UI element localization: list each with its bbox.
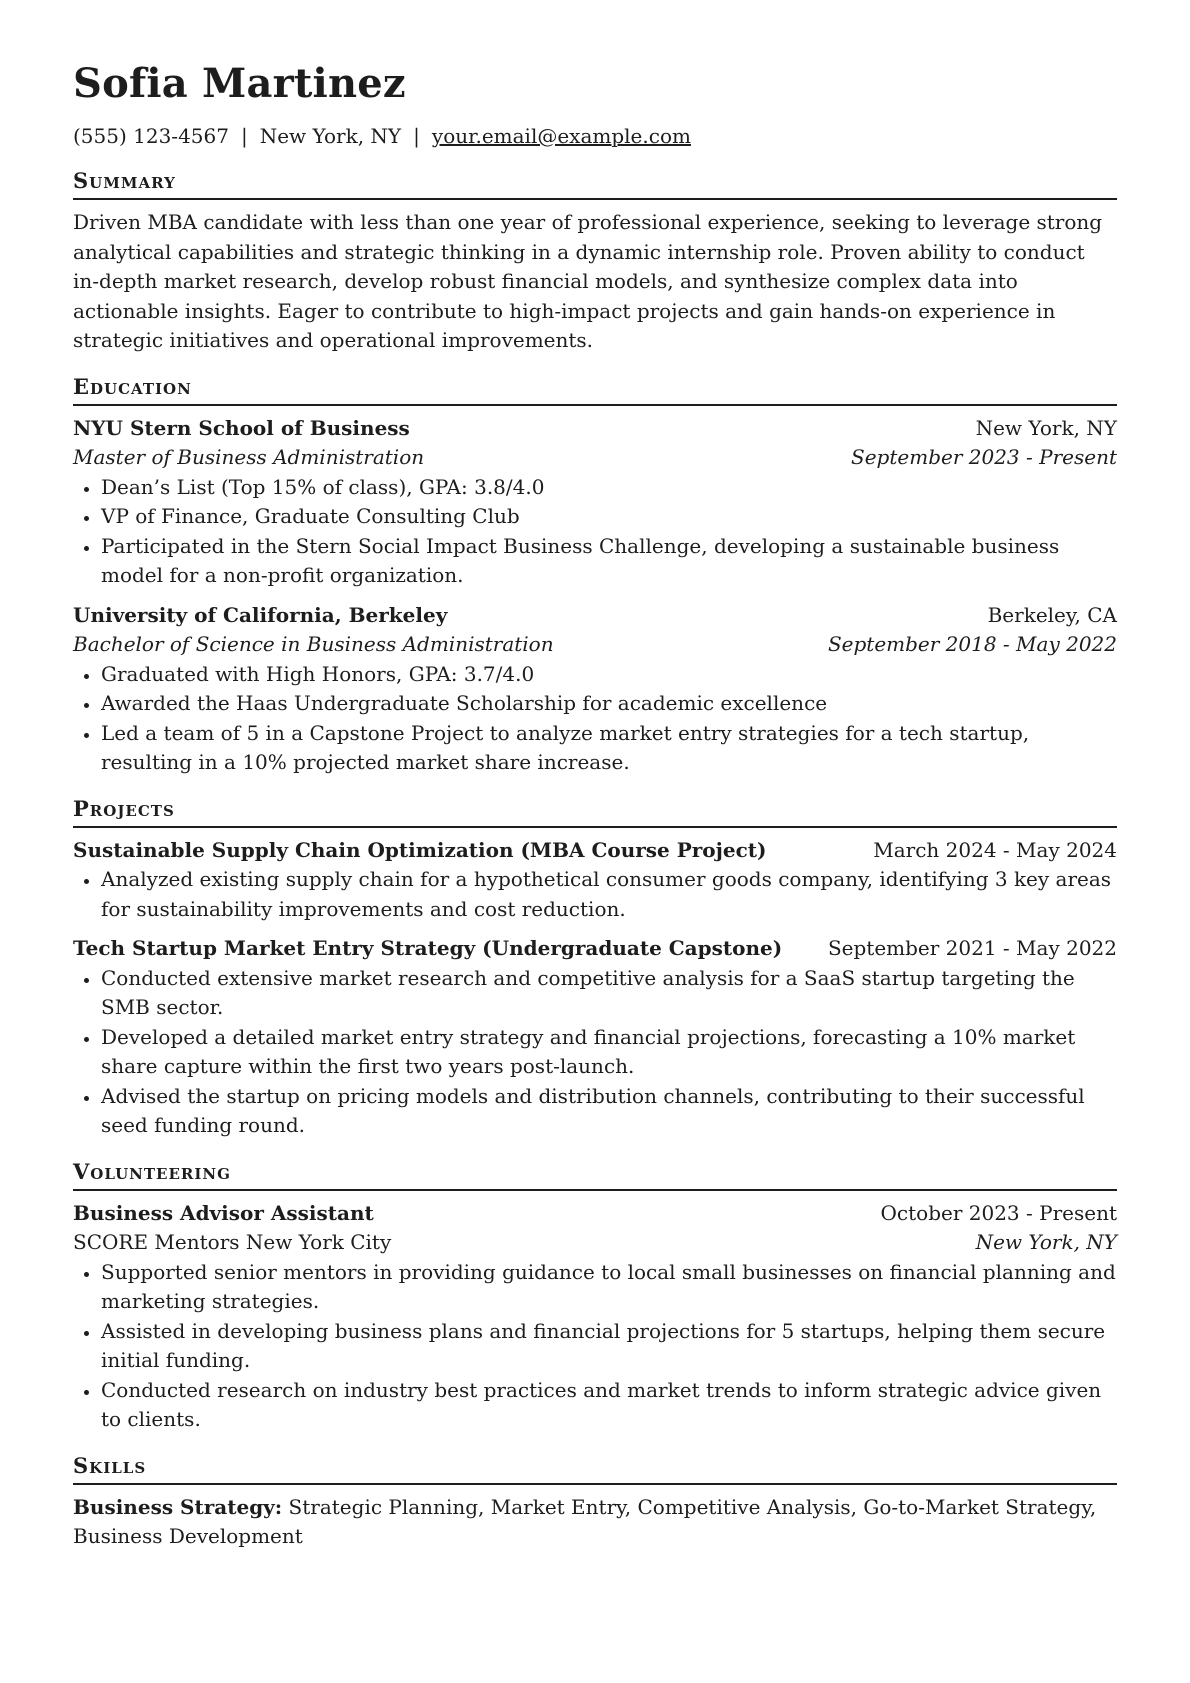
phone-number: (555) 123-4567 xyxy=(73,124,229,148)
bullet-item: • Analyzed existing supply chain for a hypothetical consumer goods company, identifying 3 key areas for sustainability improvements and cost reduction. xyxy=(101,865,1117,924)
bullet-item: • Advised the startup on pricing models and distribution channels, contributing to their successful seed funding round. xyxy=(101,1082,1117,1141)
bullet-item: • Participated in the Stern Social Impact Business Challenge, developing a sustainable business model for a non-profit organization. xyxy=(101,532,1117,591)
section-title-volunteering: Volunteering xyxy=(73,1157,1117,1191)
bullet-item: • Dean’s List (Top 15% of class), GPA: 3.8/4.0 xyxy=(101,473,1117,503)
school-location: New York, NY xyxy=(975,415,1117,440)
volunteer-organization: SCORE Mentors New York City xyxy=(73,1230,392,1254)
education-entry xyxy=(73,601,1117,778)
contact-separator: | xyxy=(413,124,420,148)
volunteer-role: Business Advisor Assistant xyxy=(73,1200,374,1225)
education-dates: September 2018 - May 2022 xyxy=(827,632,1117,656)
projects-section xyxy=(73,794,1117,1141)
section-title-skills: Skills xyxy=(73,1451,1117,1485)
bullet-item: • Graduated with High Honors, GPA: 3.7/4.0 xyxy=(101,660,1117,690)
skills-line xyxy=(73,1493,1117,1552)
bullet-item: • VP of Finance, Graduate Consulting Club xyxy=(101,502,1117,532)
degree-name: Bachelor of Science in Business Administration xyxy=(73,632,554,656)
bullet-list xyxy=(73,1258,1117,1435)
volunteering-section xyxy=(73,1157,1117,1435)
email-link[interactable]: your.email@example.com xyxy=(431,124,691,148)
school-name: NYU Stern School of Business xyxy=(73,415,410,440)
volunteering-entry xyxy=(73,1199,1117,1435)
bullet-list xyxy=(73,964,1117,1141)
project-entry xyxy=(73,934,1117,1141)
contact-separator: | xyxy=(240,124,248,148)
education-entry xyxy=(73,414,1117,591)
contact-line xyxy=(73,122,1117,150)
location-text: New York, NY xyxy=(259,124,402,148)
section-title-summary: Summary xyxy=(73,166,1117,200)
school-location: Berkeley, CA xyxy=(987,602,1117,627)
project-entry xyxy=(73,836,1117,925)
project-dates: March 2024 - May 2024 xyxy=(873,837,1117,862)
bullet-item: • Supported senior mentors in providing guidance to local small businesses on financial planning and marketing strategies. xyxy=(101,1258,1117,1317)
skills-items: Strategic Planning, Market Entry, Competitive Analysis, Go-to-Market Strategy, Business Development xyxy=(73,1494,1097,1548)
candidate-name: Sofia Martinez xyxy=(73,60,406,107)
bullet-item: • Developed a detailed market entry strategy and financial projections, forecasting a 10% market share capture within the first two years post-launch. xyxy=(101,1023,1117,1082)
bullet-item: • Conducted research on industry best practices and market trends to inform strategic advice given to clients. xyxy=(101,1376,1117,1435)
project-dates: September 2021 - May 2022 xyxy=(827,936,1117,960)
bullet-item: • Assisted in developing business plans and financial projections for 5 startups, helping them secure initial funding. xyxy=(101,1317,1117,1376)
project-name: Sustainable Supply Chain Optimization (MBA Course Project) xyxy=(73,837,767,862)
project-name: Tech Startup Market Entry Strategy (Undergraduate Capstone) xyxy=(73,936,783,960)
bullet-item: • Conducted extensive market research and competitive analysis for a SaaS startup targeting the SMB sector. xyxy=(101,964,1117,1023)
education-dates: September 2023 - Present xyxy=(851,445,1117,469)
section-title-education: Education xyxy=(73,372,1117,406)
school-name: University of California, Berkeley xyxy=(73,602,448,627)
bullet-item: • Awarded the Haas Undergraduate Scholarship for academic excellence xyxy=(101,689,1117,719)
skills-label: Business Strategy: xyxy=(73,1494,283,1519)
bullet-list xyxy=(73,473,1117,591)
education-section xyxy=(73,372,1117,778)
degree-name: Master of Business Administration xyxy=(73,445,425,469)
bullet-item: • Led a team of 5 in a Capstone Project to analyze market entry strategies for a tech startup, resulting in a 10% projected market share increase. xyxy=(101,719,1117,778)
summary-section xyxy=(73,166,1117,356)
volunteer-dates: October 2023 - Present xyxy=(880,1200,1117,1225)
skills-section xyxy=(73,1451,1117,1552)
summary-text: Driven MBA candidate with less than one year of professional experience, seeking to leverage strong analytical capabilities and strategic thinking in a dynamic internship role. Proven ability to conduct in-depth market research, develop robust financial models, and synthesize complex data into actionable insights. Eager to contribute to high-impact projects and gain hands-on experience in strategic initiatives and operational improvements. xyxy=(73,210,1103,352)
bullet-list xyxy=(73,660,1117,778)
bullet-list xyxy=(73,865,1117,924)
volunteer-location: New York, NY xyxy=(975,1230,1117,1254)
section-title-projects: Projects xyxy=(73,794,1117,828)
